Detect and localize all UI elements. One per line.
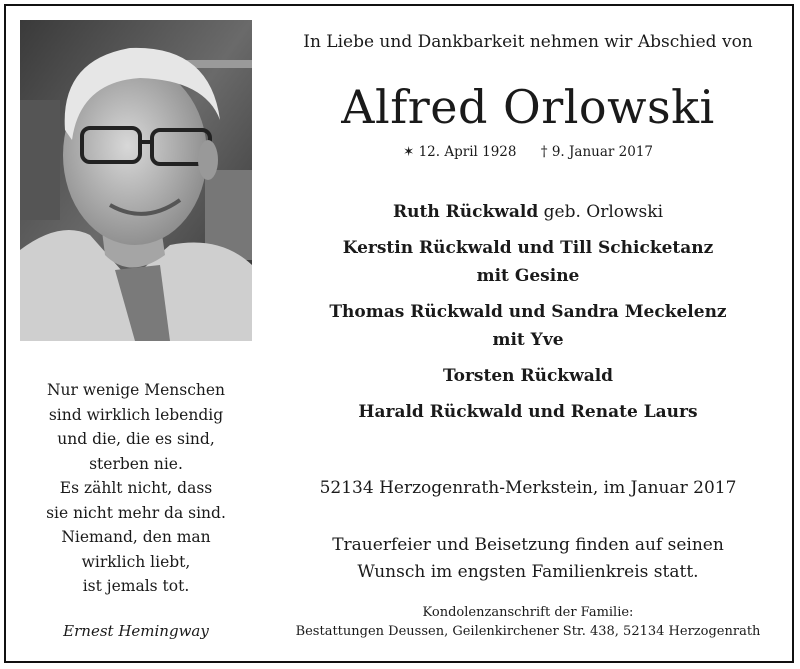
- portrait-image: [20, 20, 252, 341]
- quote-line: sie nicht mehr da sind.: [46, 503, 226, 522]
- condolence-address: [268, 603, 788, 641]
- family-member: [268, 362, 788, 390]
- condolence-label: Kondolenzanschrift der Familie:: [422, 605, 634, 620]
- family-member-name: mit Gesine: [476, 266, 580, 286]
- service-line: Wunsch im engsten Familienkreis statt.: [357, 562, 699, 582]
- quote-line: sind wirklich lebendig: [48, 405, 224, 424]
- quote-line: Es zählt nicht, dass: [59, 479, 213, 497]
- family-member: [268, 198, 788, 226]
- family-member: [268, 298, 788, 326]
- quote-block: [18, 378, 254, 599]
- family-member: [268, 398, 788, 426]
- deceased-name: Alfred Orlowski: [341, 80, 715, 134]
- place-date: 52134 Herzogenrath-Merkstein, im Januar 2017: [319, 478, 737, 498]
- quote-line: Nur wenige Menschen: [46, 381, 226, 399]
- family-member-note: geb. Orlowski: [538, 202, 664, 222]
- intro-text: In Liebe und Dankbarkeit nehmen wir Abschied von: [303, 32, 753, 52]
- family-member-name: Ruth Rückwald: [392, 202, 539, 222]
- birth-date: ✶ 12. April 1928: [402, 144, 517, 160]
- life-dates: [268, 144, 788, 160]
- family-member-name: Kerstin Rückwald und Till Schicketanz: [342, 238, 714, 258]
- family-member-name: Harald Rückwald und Renate Laurs: [358, 402, 698, 422]
- family-member: [268, 234, 788, 262]
- family-list: [268, 198, 788, 426]
- quote-line: ist jemals tot.: [82, 577, 190, 595]
- family-member-name: mit Yve: [492, 330, 564, 350]
- quote-line: sterben nie.: [89, 454, 183, 473]
- service-line: Trauerfeier und Beisetzung finden auf seinen: [332, 535, 724, 555]
- quote-line: Niemand, den man: [61, 528, 211, 546]
- quote-line: und die, die es sind,: [57, 430, 215, 448]
- family-member-name: Torsten Rückwald: [442, 366, 614, 386]
- family-member: [268, 262, 788, 290]
- quote-author: Ernest Hemingway: [63, 622, 209, 640]
- portrait-photo: [20, 20, 252, 341]
- condolence-text: Bestattungen Deussen, Geilenkirchener Str. 438, 52134 Herzogenrath: [295, 624, 761, 639]
- family-member-name: Thomas Rückwald und Sandra Meckelenz: [329, 302, 727, 322]
- service-info: [268, 532, 788, 586]
- family-member: [268, 326, 788, 354]
- death-date: † 9. Januar 2017: [540, 144, 653, 160]
- quote-line: wirklich liebt,: [81, 552, 191, 571]
